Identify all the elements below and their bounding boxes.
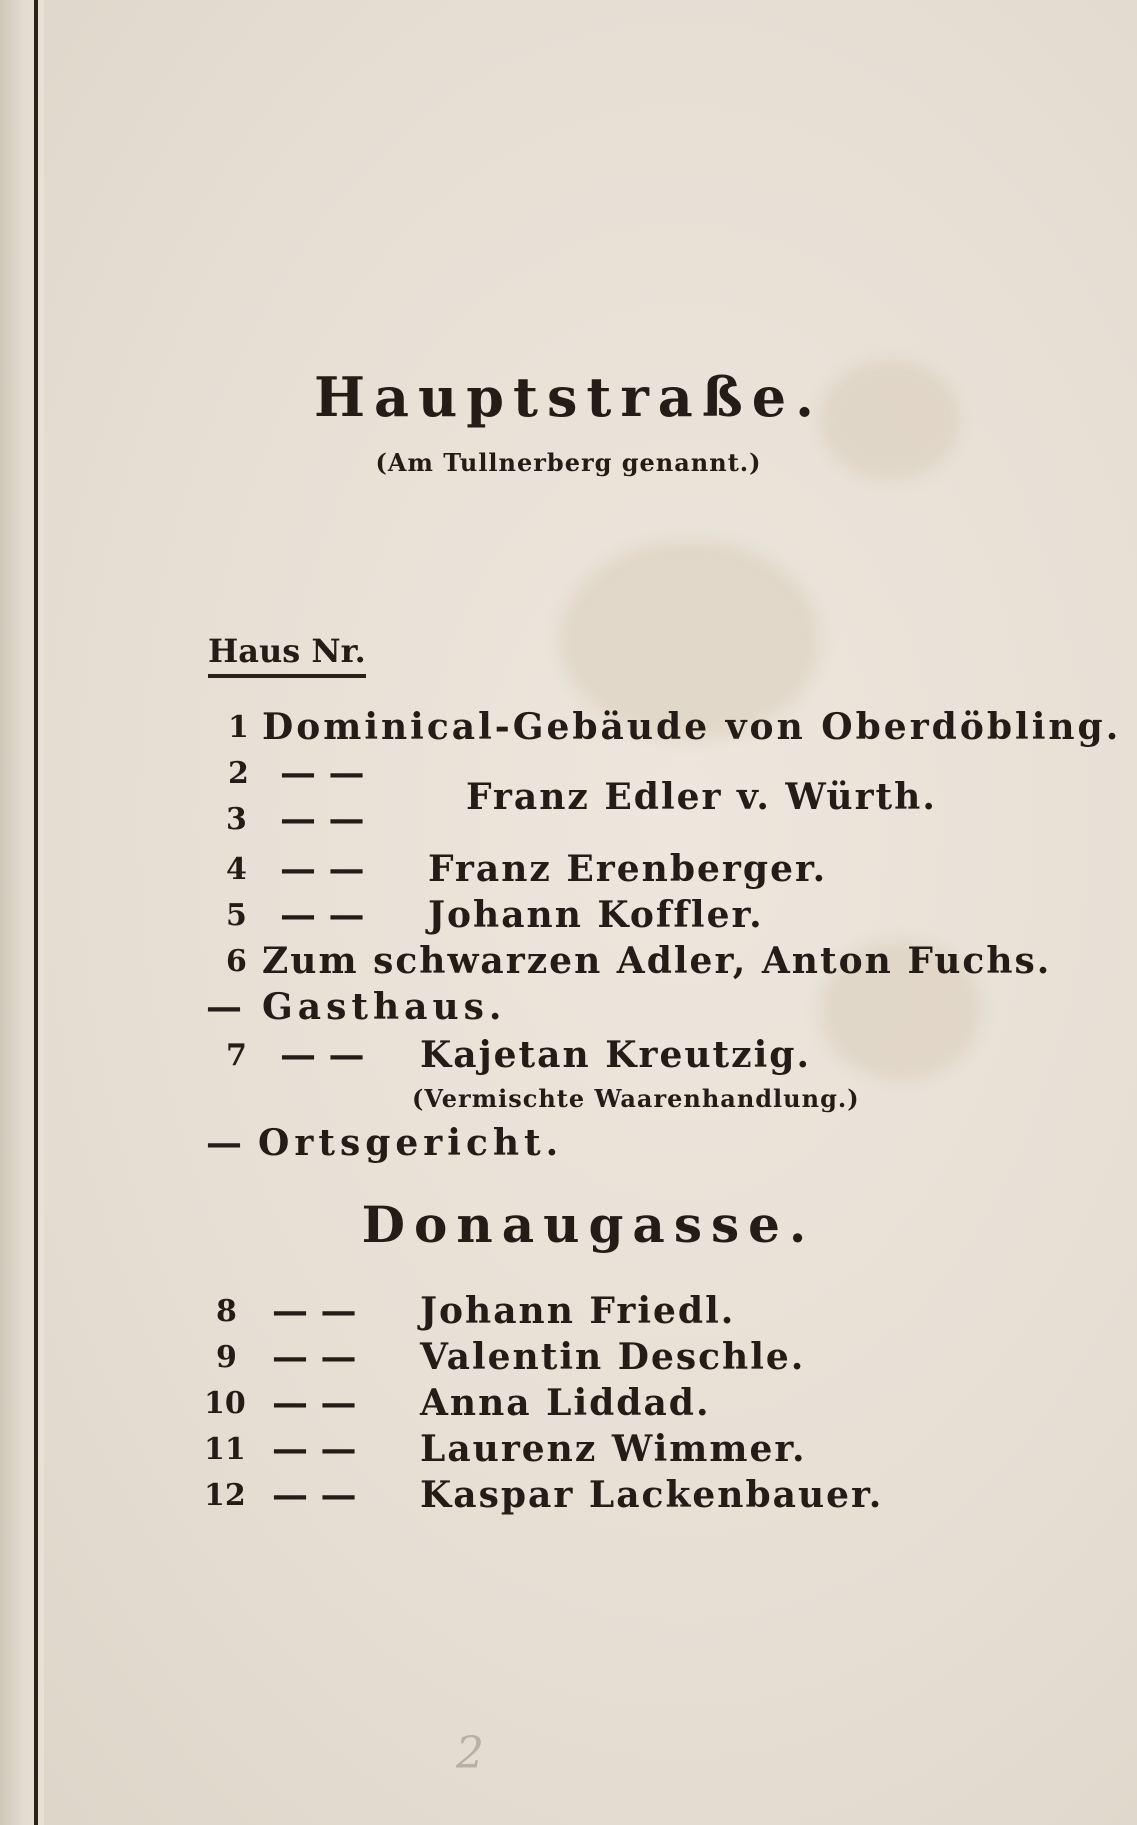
entry-name: Franz Erenberger. xyxy=(428,848,828,890)
house-number: 12 xyxy=(204,1478,246,1513)
house-number: 3 xyxy=(226,802,247,837)
entry-text: Gasthaus. xyxy=(262,986,507,1028)
ditto-dashes: — — xyxy=(272,1290,357,1332)
house-number: 11 xyxy=(204,1432,246,1467)
ditto-dashes: — — xyxy=(280,752,365,794)
column-header: Haus Nr. xyxy=(208,632,366,678)
spine-edge xyxy=(34,0,38,1825)
house-number: 4 xyxy=(226,852,247,887)
house-number: 2 xyxy=(228,756,249,791)
ditto-dash: — xyxy=(206,1122,242,1164)
entry-name: Laurenz Wimmer. xyxy=(420,1428,807,1470)
entry-text: Ortsgericht. xyxy=(258,1122,564,1164)
ditto-dashes: — — xyxy=(272,1336,357,1378)
ditto-dashes: — — xyxy=(280,848,365,890)
entry-name: Johann Koffler. xyxy=(428,894,764,936)
house-number: 7 xyxy=(226,1038,247,1073)
entry-name: Anna Liddad. xyxy=(420,1382,711,1424)
ditto-dashes: — — xyxy=(280,1034,365,1076)
page-mark: 2 xyxy=(456,1728,484,1779)
section-title-hauptstrasse: Hauptstraße. xyxy=(314,365,823,429)
entry-name: Johann Friedl. xyxy=(420,1290,736,1332)
entry-name: Kajetan Kreutzig. xyxy=(420,1034,811,1076)
section-title-donaugasse: Donaugasse. xyxy=(361,1195,816,1254)
entry-name: Valentin Deschle. xyxy=(420,1336,806,1378)
section-subtitle: (Am Tullnerberg genannt.) xyxy=(375,448,762,477)
ditto-dashes: — — xyxy=(280,798,365,840)
ditto-dashes: — — xyxy=(272,1428,357,1470)
entry-text: Dominical-Gebäude von Oberdöbling. xyxy=(262,706,1122,748)
ditto-dashes: — — xyxy=(280,894,365,936)
entry-note: (Vermischte Waarenhandlung.) xyxy=(412,1084,860,1113)
house-number: 1 xyxy=(228,710,249,745)
ditto-dash: — xyxy=(206,986,242,1028)
entry-text: Zum schwarzen Adler, Anton Fuchs. xyxy=(262,940,1052,982)
entry-name: Kaspar Lackenbauer. xyxy=(420,1474,884,1516)
house-number: 10 xyxy=(204,1386,246,1421)
ditto-dashes: — — xyxy=(272,1382,357,1424)
entry-name: Franz Edler v. Würth. xyxy=(466,776,937,818)
house-number: 5 xyxy=(226,898,247,933)
house-number: 6 xyxy=(226,944,247,979)
house-number: 8 xyxy=(216,1294,237,1329)
house-number: 9 xyxy=(216,1340,237,1375)
ditto-dashes: — — xyxy=(272,1474,357,1516)
